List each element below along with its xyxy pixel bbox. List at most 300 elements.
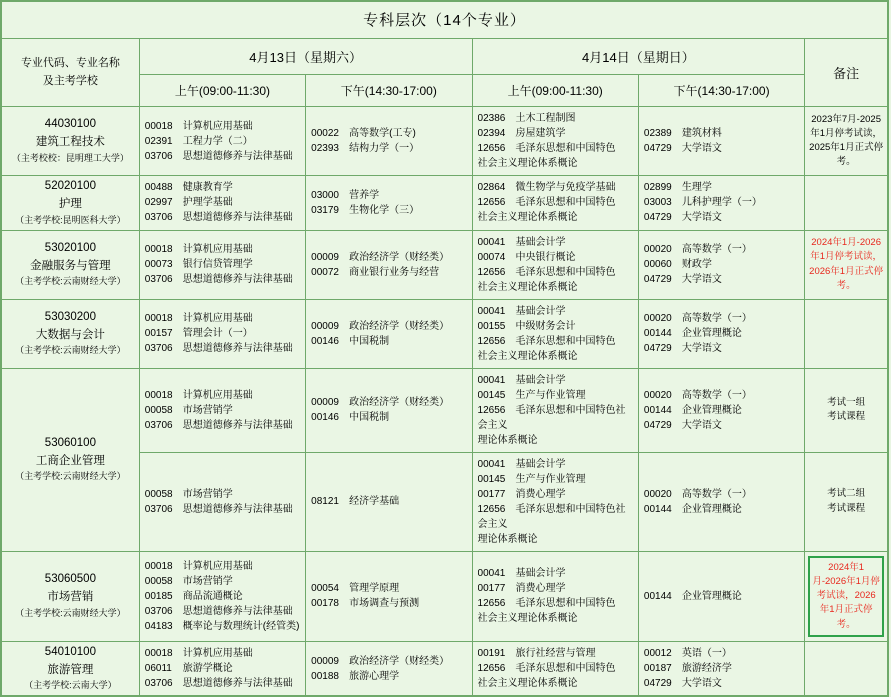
course-name: 大学语文	[681, 143, 722, 154]
table-row	[2, 551, 888, 641]
course-entry	[311, 654, 467, 669]
course-entry	[145, 242, 301, 257]
course-code: 00020	[643, 313, 672, 325]
course-code: 00191	[477, 648, 506, 660]
course-name: 计算机应用基础	[182, 244, 253, 256]
course-entry	[145, 311, 301, 326]
course-name-cont: 社会主义理论体系概论	[477, 678, 578, 690]
cell-day2-afternoon	[638, 230, 804, 299]
cell-note	[805, 551, 888, 641]
course-code: 04183	[144, 620, 173, 632]
course-entry	[478, 126, 634, 141]
course-entry	[644, 242, 800, 257]
course-entry	[145, 149, 301, 164]
course-name: 英语（一）	[681, 648, 732, 660]
cell-day1-morning	[139, 368, 305, 452]
course-name: 计算机应用基础	[182, 313, 253, 325]
major-cell	[2, 368, 140, 551]
course-entry	[311, 265, 467, 280]
course-code: 00058	[144, 404, 173, 416]
course-code: 04729	[643, 678, 672, 690]
course-code: 00009	[311, 397, 339, 409]
course-code: 00178	[311, 598, 339, 610]
course-code: 04729	[643, 419, 672, 431]
cell-day1-morning	[139, 107, 305, 176]
major-school: （主考校校：昆明理工大学）	[11, 152, 129, 163]
course-name: 高等数学（一）	[681, 488, 752, 500]
cell-day2-morning	[472, 452, 638, 551]
course-entry	[145, 418, 301, 433]
course-code: 00020	[643, 389, 672, 401]
course-code: 00041	[477, 305, 506, 317]
page-title: 专科层次（14个专业）	[2, 2, 888, 39]
cell-day1-afternoon	[306, 299, 472, 368]
course-name: 企业管理概论	[681, 328, 742, 340]
table-row	[2, 176, 888, 231]
cell-day2-morning	[472, 368, 638, 452]
course-entry	[478, 487, 634, 502]
cell-day1-morning	[139, 230, 305, 299]
course-name: 高等数学（一）	[681, 313, 752, 325]
course-entry	[644, 272, 800, 287]
course-name: 大学语文	[681, 419, 722, 431]
course-code: 00041	[477, 236, 506, 248]
course-code: 04729	[643, 212, 672, 224]
header-note: 备注	[805, 39, 888, 107]
cell-day2-afternoon	[638, 299, 804, 368]
course-code: 00146	[311, 412, 339, 424]
course-name: 基础会计学	[515, 236, 566, 248]
course-name: 市场调查与预测	[349, 598, 420, 610]
course-name: 政治经济学（财经类）	[349, 397, 450, 409]
course-name: 儿科护理学（一）	[681, 197, 762, 209]
major-code: 53060100	[44, 436, 96, 449]
course-code: 00041	[477, 458, 506, 470]
cell-day2-afternoon	[638, 452, 804, 551]
course-name: 毛泽东思想和中国特色社会主义	[477, 404, 626, 431]
course-name: 毛泽东思想和中国特色	[515, 266, 616, 278]
course-entry	[478, 180, 634, 195]
course-entry	[478, 373, 634, 388]
course-name: 基础会计学	[515, 458, 566, 470]
course-code: 12656	[477, 598, 506, 610]
course-name: 管理学原理	[349, 583, 400, 595]
course-name: 微生物学与免疫学基础	[515, 182, 616, 194]
course-code: 00488	[144, 182, 173, 194]
course-code: 00177	[477, 583, 506, 595]
course-name: 消费心理学	[515, 583, 566, 595]
course-entry	[145, 272, 301, 287]
course-name: 中国税制	[349, 335, 390, 347]
course-entry	[478, 581, 634, 596]
course-code: 03706	[144, 150, 173, 162]
header-major: 专业代码、专业名称 及主考学校	[2, 39, 140, 107]
course-entry	[145, 589, 301, 604]
cell-day1-afternoon	[306, 107, 472, 176]
course-code: 08121	[311, 496, 339, 508]
course-code: 12656	[477, 197, 506, 209]
course-name: 政治经济学（财经类）	[349, 320, 450, 332]
course-entry	[145, 574, 301, 589]
course-name: 土木工程制图	[515, 113, 576, 124]
table-row	[2, 107, 888, 176]
major-code: 44030100	[44, 118, 96, 131]
course-code: 00041	[477, 568, 506, 580]
course-entry	[478, 596, 634, 626]
course-name: 消费心理学	[515, 488, 566, 500]
course-code: 04729	[643, 274, 672, 286]
major-name: 大数据与会计	[35, 328, 105, 341]
course-entry	[478, 646, 634, 661]
course-name: 商业银行业务与经营	[349, 266, 440, 278]
course-entry	[145, 119, 301, 134]
cell-day1-afternoon	[306, 551, 472, 641]
course-name: 思想道德修养与法律基础	[182, 605, 293, 617]
major-cell	[2, 551, 140, 641]
course-name: 房屋建筑学	[515, 128, 566, 139]
course-code: 00073	[144, 259, 173, 271]
major-code: 52020100	[44, 180, 96, 192]
major-school: （主考学校:云南财经大学）	[15, 345, 126, 356]
course-code: 03706	[144, 678, 173, 690]
course-entry	[311, 250, 467, 265]
course-code: 02394	[477, 128, 506, 139]
course-entry	[145, 502, 301, 517]
course-entry	[644, 141, 800, 156]
cell-note	[805, 299, 888, 368]
course-entry	[311, 410, 467, 425]
course-name: 市场营销学	[182, 488, 233, 500]
course-code: 03706	[144, 419, 173, 431]
course-name: 结构力学（一）	[349, 143, 420, 154]
course-code: 03179	[311, 204, 339, 216]
course-name: 毛泽东思想和中国特色	[515, 335, 616, 347]
course-name-cont: 社会主义理论体系概论	[477, 350, 578, 362]
course-entry	[478, 265, 634, 295]
major-name: 旅游管理	[47, 663, 94, 676]
note-text: 2024年1月-2026年1月停考试读，2026年1月正式停考。	[809, 237, 884, 291]
course-entry	[311, 126, 467, 141]
course-code: 12656	[477, 335, 506, 347]
header-row-1	[2, 39, 888, 75]
course-code: 00177	[477, 488, 506, 500]
cell-day1-morning	[139, 452, 305, 551]
header-day1-morning: 上午(09:00-11:30)	[139, 75, 305, 107]
course-code: 00009	[311, 655, 339, 667]
major-code: 54010100	[44, 645, 96, 658]
course-code: 00020	[643, 244, 672, 256]
course-entry	[145, 257, 301, 272]
course-entry	[145, 559, 301, 574]
major-school: （主考学校:云南财经大学）	[15, 471, 126, 482]
major-code: 53060500	[44, 573, 96, 586]
course-code: 02997	[144, 197, 173, 209]
course-code: 00145	[477, 473, 506, 485]
cell-day2-afternoon	[638, 368, 804, 452]
course-name: 思想道德修养与法律基础	[182, 150, 293, 162]
course-name: 企业管理概论	[681, 503, 742, 515]
title-row	[2, 2, 888, 39]
course-name: 旅游经济学	[681, 663, 732, 675]
course-name: 思想道德修养与法律基础	[182, 419, 293, 431]
major-school: （主考学校:昆明医科大学）	[15, 214, 126, 225]
course-entry	[644, 487, 800, 502]
course-name: 毛泽东思想和中国特色社会主义	[477, 503, 626, 530]
header-day2-morning: 上午(09:00-11:30)	[472, 75, 638, 107]
course-entry	[478, 304, 634, 319]
course-name: 计算机应用基础	[182, 389, 253, 401]
cell-day2-morning	[472, 551, 638, 641]
course-name-cont: 理论体系概论	[477, 533, 538, 545]
course-entry	[644, 502, 800, 517]
course-name: 毛泽东思想和中国特色	[515, 663, 616, 675]
course-code: 00144	[643, 590, 672, 602]
major-name: 金融服务与管理	[30, 259, 111, 272]
course-entry	[478, 472, 634, 487]
major-school: （主考学校:云南财经大学）	[15, 608, 126, 619]
course-code: 03000	[311, 189, 339, 201]
course-code: 00144	[643, 503, 672, 515]
course-name: 生产与作业管理	[515, 389, 586, 401]
course-code: 02864	[477, 182, 506, 194]
course-name-cont: 社会主义理论体系概论	[477, 613, 578, 625]
header-day-1: 4月13日（星期六）	[139, 39, 472, 75]
course-code: 04729	[643, 343, 672, 355]
major-cell	[2, 299, 140, 368]
course-code: 00144	[643, 404, 672, 416]
course-entry	[145, 134, 301, 149]
cell-day1-afternoon	[306, 176, 472, 231]
course-entry	[145, 326, 301, 341]
course-code: 00155	[477, 320, 506, 332]
course-entry	[644, 646, 800, 661]
course-name: 思想道德修养与法律基础	[182, 212, 293, 224]
course-code: 02391	[144, 135, 173, 147]
major-school: （主考学校:云南大学）	[24, 680, 117, 691]
course-code: 00018	[144, 389, 173, 401]
course-code: 02386	[477, 113, 506, 124]
course-entry	[145, 619, 301, 634]
cell-note	[805, 176, 888, 231]
course-name: 生理学	[681, 182, 712, 194]
course-code: 06011	[144, 663, 172, 675]
cell-day2-afternoon	[638, 551, 804, 641]
course-code: 03706	[144, 605, 173, 617]
course-entry	[311, 141, 467, 156]
course-name: 管理会计（一）	[182, 328, 253, 340]
cell-day2-morning	[472, 107, 638, 176]
course-code: 00074	[477, 251, 506, 263]
course-name-cont: 社会主义理论体系概论	[477, 281, 578, 293]
course-code: 12656	[477, 503, 506, 515]
course-name: 毛泽东思想和中国特色	[515, 143, 616, 154]
course-name: 思想道德修养与法律基础	[182, 678, 293, 690]
course-name: 大学语文	[681, 678, 722, 690]
course-name: 大学语文	[681, 212, 722, 224]
course-code: 00058	[144, 488, 173, 500]
course-code: 00187	[643, 663, 672, 675]
course-code: 12656	[477, 663, 506, 675]
course-code: 00060	[643, 259, 672, 271]
course-entry	[145, 180, 301, 195]
course-code: 00009	[311, 251, 339, 263]
course-code: 02393	[311, 143, 339, 154]
course-entry	[478, 661, 634, 691]
cell-day1-afternoon	[306, 368, 472, 452]
course-name: 计算机应用基础	[182, 120, 253, 132]
cell-day2-morning	[472, 230, 638, 299]
course-name: 计算机应用基础	[182, 560, 253, 572]
course-name: 旅游心理学	[349, 670, 400, 682]
course-entry	[644, 210, 800, 225]
course-entry	[145, 388, 301, 403]
cell-day1-afternoon	[306, 230, 472, 299]
course-code: 00018	[144, 244, 173, 256]
course-code: 00157	[144, 328, 173, 340]
header-day-2: 4月14日（星期日）	[472, 39, 805, 75]
course-entry	[145, 403, 301, 418]
course-entry	[478, 566, 634, 581]
course-entry	[644, 341, 800, 356]
course-entry	[644, 126, 800, 141]
note-text: 2024年1月-2026年1月停考试读，2026年1月正式停考。	[808, 556, 884, 637]
course-name: 思想道德修养与法律基础	[182, 274, 293, 286]
course-code: 00018	[144, 313, 173, 325]
course-entry	[644, 676, 800, 691]
cell-note	[805, 452, 888, 551]
course-entry	[478, 111, 634, 126]
cell-day2-morning	[472, 299, 638, 368]
course-code: 00146	[311, 335, 339, 347]
course-name: 思想道德修养与法律基础	[182, 343, 293, 355]
course-code: 12656	[477, 143, 506, 154]
course-name: 市场营销学	[182, 404, 233, 416]
course-entry	[145, 195, 301, 210]
major-name: 护理	[58, 197, 82, 210]
course-name: 工程力学（二）	[182, 135, 253, 147]
course-name: 中国税制	[349, 412, 390, 424]
course-entry	[311, 494, 467, 509]
course-code: 03706	[144, 274, 173, 286]
course-code: 00020	[643, 488, 672, 500]
major-school: （主考学校:云南财经大学）	[15, 276, 126, 287]
course-code: 12656	[477, 266, 506, 278]
course-name: 中央银行概论	[515, 251, 576, 263]
course-name: 企业管理概论	[681, 590, 742, 602]
course-name: 大学语文	[681, 274, 722, 286]
note-text: 2023年7月-2025年1月停考试读，2025年1月正式停考。	[809, 113, 884, 168]
table-row	[2, 299, 888, 368]
course-entry	[644, 311, 800, 326]
course-name: 政治经济学（财经类）	[349, 251, 450, 263]
cell-day2-afternoon	[638, 176, 804, 231]
cell-note	[805, 230, 888, 299]
course-entry	[311, 395, 467, 410]
cell-day1-morning	[139, 176, 305, 231]
course-entry	[145, 646, 301, 661]
note-text: 考试二组 考试课程	[827, 488, 866, 514]
course-name: 高等数学(工专)	[349, 128, 416, 139]
course-entry	[478, 250, 634, 265]
major-code: 53030200	[44, 310, 96, 323]
course-name-cont: 社会主义理论体系概论	[477, 158, 578, 169]
course-name: 毛泽东思想和中国特色	[515, 197, 616, 209]
course-code: 00144	[643, 328, 672, 340]
course-name: 生物化学（三）	[349, 204, 420, 216]
course-code: 00072	[311, 266, 339, 278]
major-code: 53020100	[44, 241, 96, 254]
major-cell	[2, 107, 140, 176]
course-entry	[644, 388, 800, 403]
course-name: 建筑材料	[681, 128, 722, 139]
course-name-cont: 社会主义理论体系概论	[477, 212, 578, 224]
course-entry	[311, 669, 467, 684]
course-name: 商品流通概论	[182, 590, 243, 602]
course-name: 思想道德修养与法律基础	[182, 503, 293, 515]
major-name: 建筑工程技术	[35, 136, 105, 149]
course-name: 健康教育学	[182, 182, 233, 194]
course-entry	[478, 388, 634, 403]
cell-note	[805, 107, 888, 176]
course-name: 基础会计学	[515, 374, 566, 386]
course-name: 企业管理概论	[681, 404, 742, 416]
course-entry	[478, 334, 634, 364]
cell-note	[805, 368, 888, 452]
course-code: 04729	[643, 143, 672, 154]
header-day2-afternoon: 下午(14:30-17:00)	[638, 75, 804, 107]
course-code: 03706	[144, 343, 173, 355]
course-entry	[478, 319, 634, 334]
table-row	[2, 230, 888, 299]
course-entry	[478, 403, 634, 448]
course-entry	[478, 235, 634, 250]
course-name: 生产与作业管理	[515, 473, 586, 485]
major-cell	[2, 230, 140, 299]
course-name: 财政学	[681, 259, 712, 271]
course-entry	[311, 334, 467, 349]
course-entry	[644, 403, 800, 418]
cell-day2-afternoon	[638, 107, 804, 176]
course-code: 00185	[144, 590, 173, 602]
course-entry	[145, 341, 301, 356]
major-name: 市场营销	[47, 591, 94, 604]
course-name: 计算机应用基础	[182, 648, 253, 660]
course-code: 00018	[144, 120, 173, 132]
table-row	[2, 368, 888, 452]
course-code: 12656	[477, 404, 506, 416]
course-entry	[145, 604, 301, 619]
header-day1-afternoon: 下午(14:30-17:00)	[306, 75, 472, 107]
course-name: 旅游学概论	[182, 663, 233, 675]
course-entry	[145, 487, 301, 502]
course-code: 00058	[144, 575, 173, 587]
course-name-cont: 理论体系概论	[477, 434, 538, 446]
course-name: 中级财务会计	[515, 320, 576, 332]
course-name: 基础会计学	[515, 305, 566, 317]
cell-day1-morning	[139, 299, 305, 368]
course-code: 00022	[311, 128, 339, 139]
course-code: 03706	[144, 212, 173, 224]
course-entry	[644, 180, 800, 195]
course-code: 00041	[477, 374, 506, 386]
course-entry	[311, 581, 467, 596]
course-name: 概率论与数理统计(经管类)	[182, 620, 300, 632]
course-code: 00018	[144, 648, 173, 660]
cell-day2-morning	[472, 176, 638, 231]
course-entry	[311, 596, 467, 611]
course-name: 市场营销学	[182, 575, 233, 587]
course-entry	[478, 141, 634, 171]
